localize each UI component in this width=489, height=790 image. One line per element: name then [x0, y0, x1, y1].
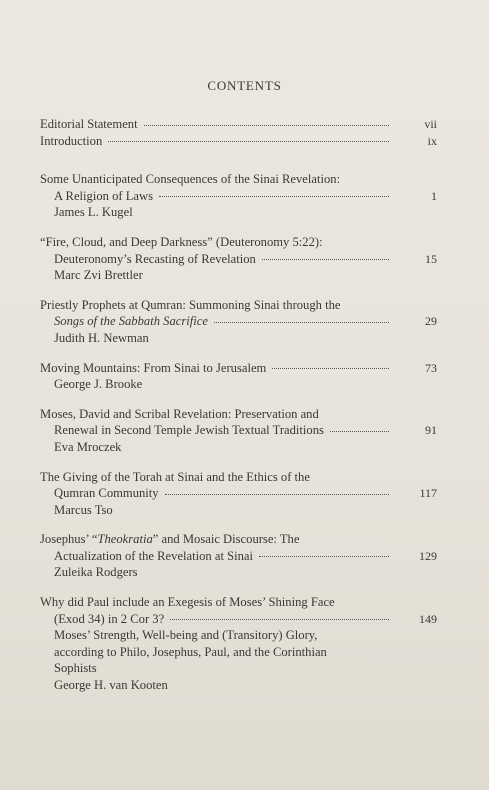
entry-title-line: Moses’ Strength, Well-being and (Transitory) Glory,	[54, 628, 318, 643]
dot-leader	[170, 619, 389, 620]
page-title: CONTENTS	[207, 78, 282, 93]
entry-author: Judith H. Newman	[54, 330, 149, 345]
entry-title-line: Songs of the Sabbath Sacrifice	[54, 314, 208, 329]
entry-author: Eva Mroczek	[54, 439, 122, 454]
toc-entry[interactable]	[40, 234, 445, 284]
page-number: 29	[425, 314, 437, 329]
front-matter	[40, 116, 445, 149]
entry-title-line: Moses, David and Scribal Revelation: Preservation and	[40, 406, 319, 421]
entry-author: James L. Kugel	[54, 205, 133, 220]
toc-entry[interactable]	[40, 531, 445, 581]
entry-title-line: Josephus’ “Theokratia” and Mosaic Discourse: The	[40, 532, 300, 547]
dot-leader	[214, 322, 389, 323]
dot-leader	[330, 431, 389, 432]
dot-leader	[144, 125, 389, 126]
toc-entry[interactable]	[40, 469, 445, 519]
dot-leader	[262, 259, 389, 260]
page-number: ix	[427, 133, 437, 148]
entry-title-line: Moving Mountains: From Sinai to Jerusalem	[40, 360, 267, 375]
page-number: 1	[431, 188, 437, 203]
page-number: 149	[419, 611, 437, 626]
entry-title-line: Why did Paul include an Exegesis of Moses’ Shining Face	[40, 595, 335, 610]
entry-title: Editorial Statement	[40, 117, 138, 131]
toc-entry[interactable]	[40, 171, 445, 221]
entry-author: Zuleika Rodgers	[54, 565, 138, 580]
entry-title-line: (Exod 34) in 2 Cor 3?	[54, 611, 165, 626]
entry-title-line: “Fire, Cloud, and Deep Darkness” (Deuteronomy 5:22):	[40, 234, 323, 249]
toc-entry[interactable]	[40, 594, 445, 694]
entry-title-line: Sophists	[54, 661, 97, 676]
page-number: 129	[419, 548, 437, 563]
table-of-contents	[40, 116, 445, 707]
entry-author: Marc Zvi Brettler	[54, 268, 143, 283]
dot-leader	[159, 196, 389, 197]
entry-title-line: Actualization of the Revelation at Sinai	[54, 548, 253, 563]
entry-title: Introduction	[40, 133, 103, 148]
entry-author: Marcus Tso	[54, 502, 113, 517]
toc-entry[interactable]	[40, 297, 445, 347]
entry-title-line: Priestly Prophets at Qumran: Summoning Sinai through the	[40, 297, 341, 312]
toc-entry[interactable]	[40, 116, 445, 133]
dot-leader	[108, 141, 389, 142]
page-number: 15	[425, 251, 437, 266]
entry-title-line: according to Philo, Josephus, Paul, and the Corinthian	[54, 644, 327, 659]
entry-title-line: Renewal in Second Temple Jewish Textual Traditions	[54, 423, 324, 438]
dot-leader	[272, 368, 389, 369]
entry-title-line: The Giving of the Torah at Sinai and the Ethics of the	[40, 469, 310, 484]
entry-author: George H. van Kooten	[54, 678, 168, 693]
entry-title-line: Deuteronomy’s Recasting of Revelation	[54, 251, 256, 266]
page-number: 73	[425, 360, 437, 375]
dot-leader	[259, 556, 389, 557]
entry-author: George J. Brooke	[54, 377, 143, 392]
toc-entry[interactable]	[40, 360, 445, 393]
page-number: vii	[424, 117, 437, 131]
entry-title-line: Some Unanticipated Consequences of the Sinai Revelation:	[40, 172, 341, 187]
dot-leader	[165, 494, 389, 495]
page-number: 117	[419, 486, 437, 501]
page-number: 91	[425, 423, 437, 438]
entry-title-line: A Religion of Laws	[54, 188, 153, 203]
entry-title-line: Qumran Community	[54, 486, 159, 501]
toc-entry[interactable]	[40, 133, 445, 150]
toc-entry[interactable]	[40, 406, 445, 456]
